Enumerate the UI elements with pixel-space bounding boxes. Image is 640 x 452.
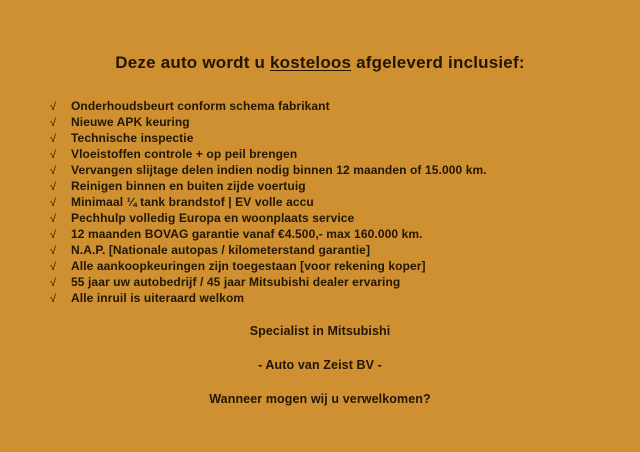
included-items-list [0,99,640,307]
check-icon: √ [50,149,57,161]
title-suffix: afgeleverd inclusief: [351,53,525,72]
list-item-text: Vervangen slijtage delen indien nodig binnen 12 maanden of 15.000 km. [71,163,487,177]
list-item-text: N.A.P. [Nationale autopas / kilometerstand garantie] [71,243,371,257]
list-item [50,99,610,115]
footer-welcome-line: Wanneer mogen wij u verwelkomen? [209,392,431,406]
footer-specialist-line: Specialist in Mitsubishi [249,324,391,338]
list-item [50,243,610,259]
list-item-text: Reinigen binnen en buiten zijde voertuig [71,179,306,193]
check-icon: √ [50,101,57,113]
check-icon: √ [50,261,57,273]
list-item-text: Onderhoudsbeurt conform schema fabrikant [71,99,330,113]
list-item [50,275,610,291]
check-icon: √ [50,181,57,193]
list-item-text: Pechhulp volledig Europa en woonplaats service [71,211,355,225]
list-item [50,163,610,179]
list-item [50,291,610,307]
list-item-text: Vloeistoffen controle + op peil brengen [71,147,298,161]
list-item-text: 55 jaar uw autobedrijf / 45 jaar Mitsubishi dealer ervaring [71,275,401,289]
check-icon: √ [50,133,57,145]
list-item [50,131,610,147]
list-item-text: 12 maanden BOVAG garantie vanaf €4.500,- max 160.000 km. [71,227,423,241]
list-item-text: Alle aankoopkeuringen zijn toegestaan [voor rekening koper] [71,259,426,273]
check-icon: √ [50,277,57,289]
footer [0,324,640,407]
title-underlined-word: kosteloos [270,53,352,72]
list-item [50,259,610,275]
check-icon: √ [50,165,57,177]
title-prefix: Deze auto wordt u [115,53,271,72]
check-icon: √ [50,213,57,225]
list-item [50,115,610,131]
list-item-text: Nieuwe APK keuring [71,115,190,129]
check-icon: √ [50,117,57,129]
check-icon: √ [50,245,57,257]
list-item [50,227,610,243]
list-item [50,147,610,163]
list-item [50,211,610,227]
list-item [50,195,610,211]
list-item-text: Technische inspectie [71,131,194,145]
check-icon: √ [50,229,57,241]
list-item [50,179,610,195]
list-item-text: Minimaal ¼ tank brandstof | EV volle accu [71,195,314,209]
page-title [0,0,640,73]
list-item-text: Alle inruil is uiteraard welkom [71,291,245,305]
check-icon: √ [50,197,57,209]
footer-company-line: - Auto van Zeist BV - [258,358,382,372]
check-icon: √ [50,293,57,305]
